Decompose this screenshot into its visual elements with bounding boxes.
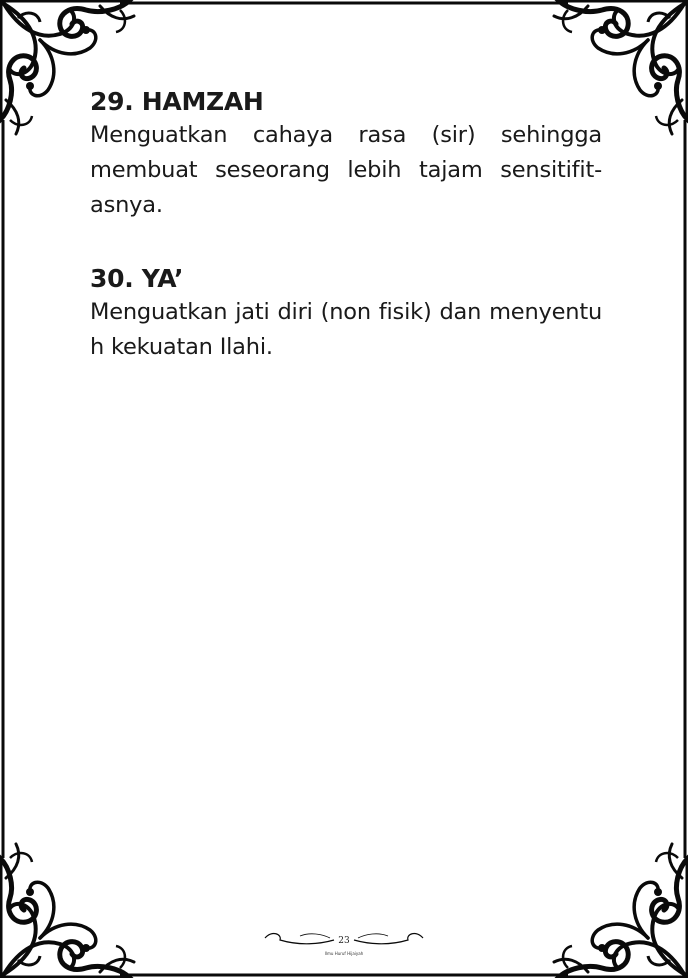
page-number: 23 bbox=[338, 936, 350, 946]
section-heading: 30. YA’ bbox=[90, 264, 184, 293]
main-content bbox=[90, 86, 602, 405]
section-hamzah bbox=[90, 86, 602, 223]
page-footer bbox=[0, 928, 688, 958]
section-body: Menguatkan jati diri (non fisik) dan menyentu h kekuatan Ilahi. bbox=[90, 299, 602, 360]
section-ya bbox=[90, 263, 602, 365]
book-caption: Ilmu Huruf Hijaiyah bbox=[324, 951, 364, 956]
section-heading: 29. HAMZAH bbox=[90, 87, 264, 116]
section-body: Menguatkan cahaya rasa (sir) sehingga membuat seseorang lebih tajam sensitifit-asnya. bbox=[90, 122, 602, 218]
